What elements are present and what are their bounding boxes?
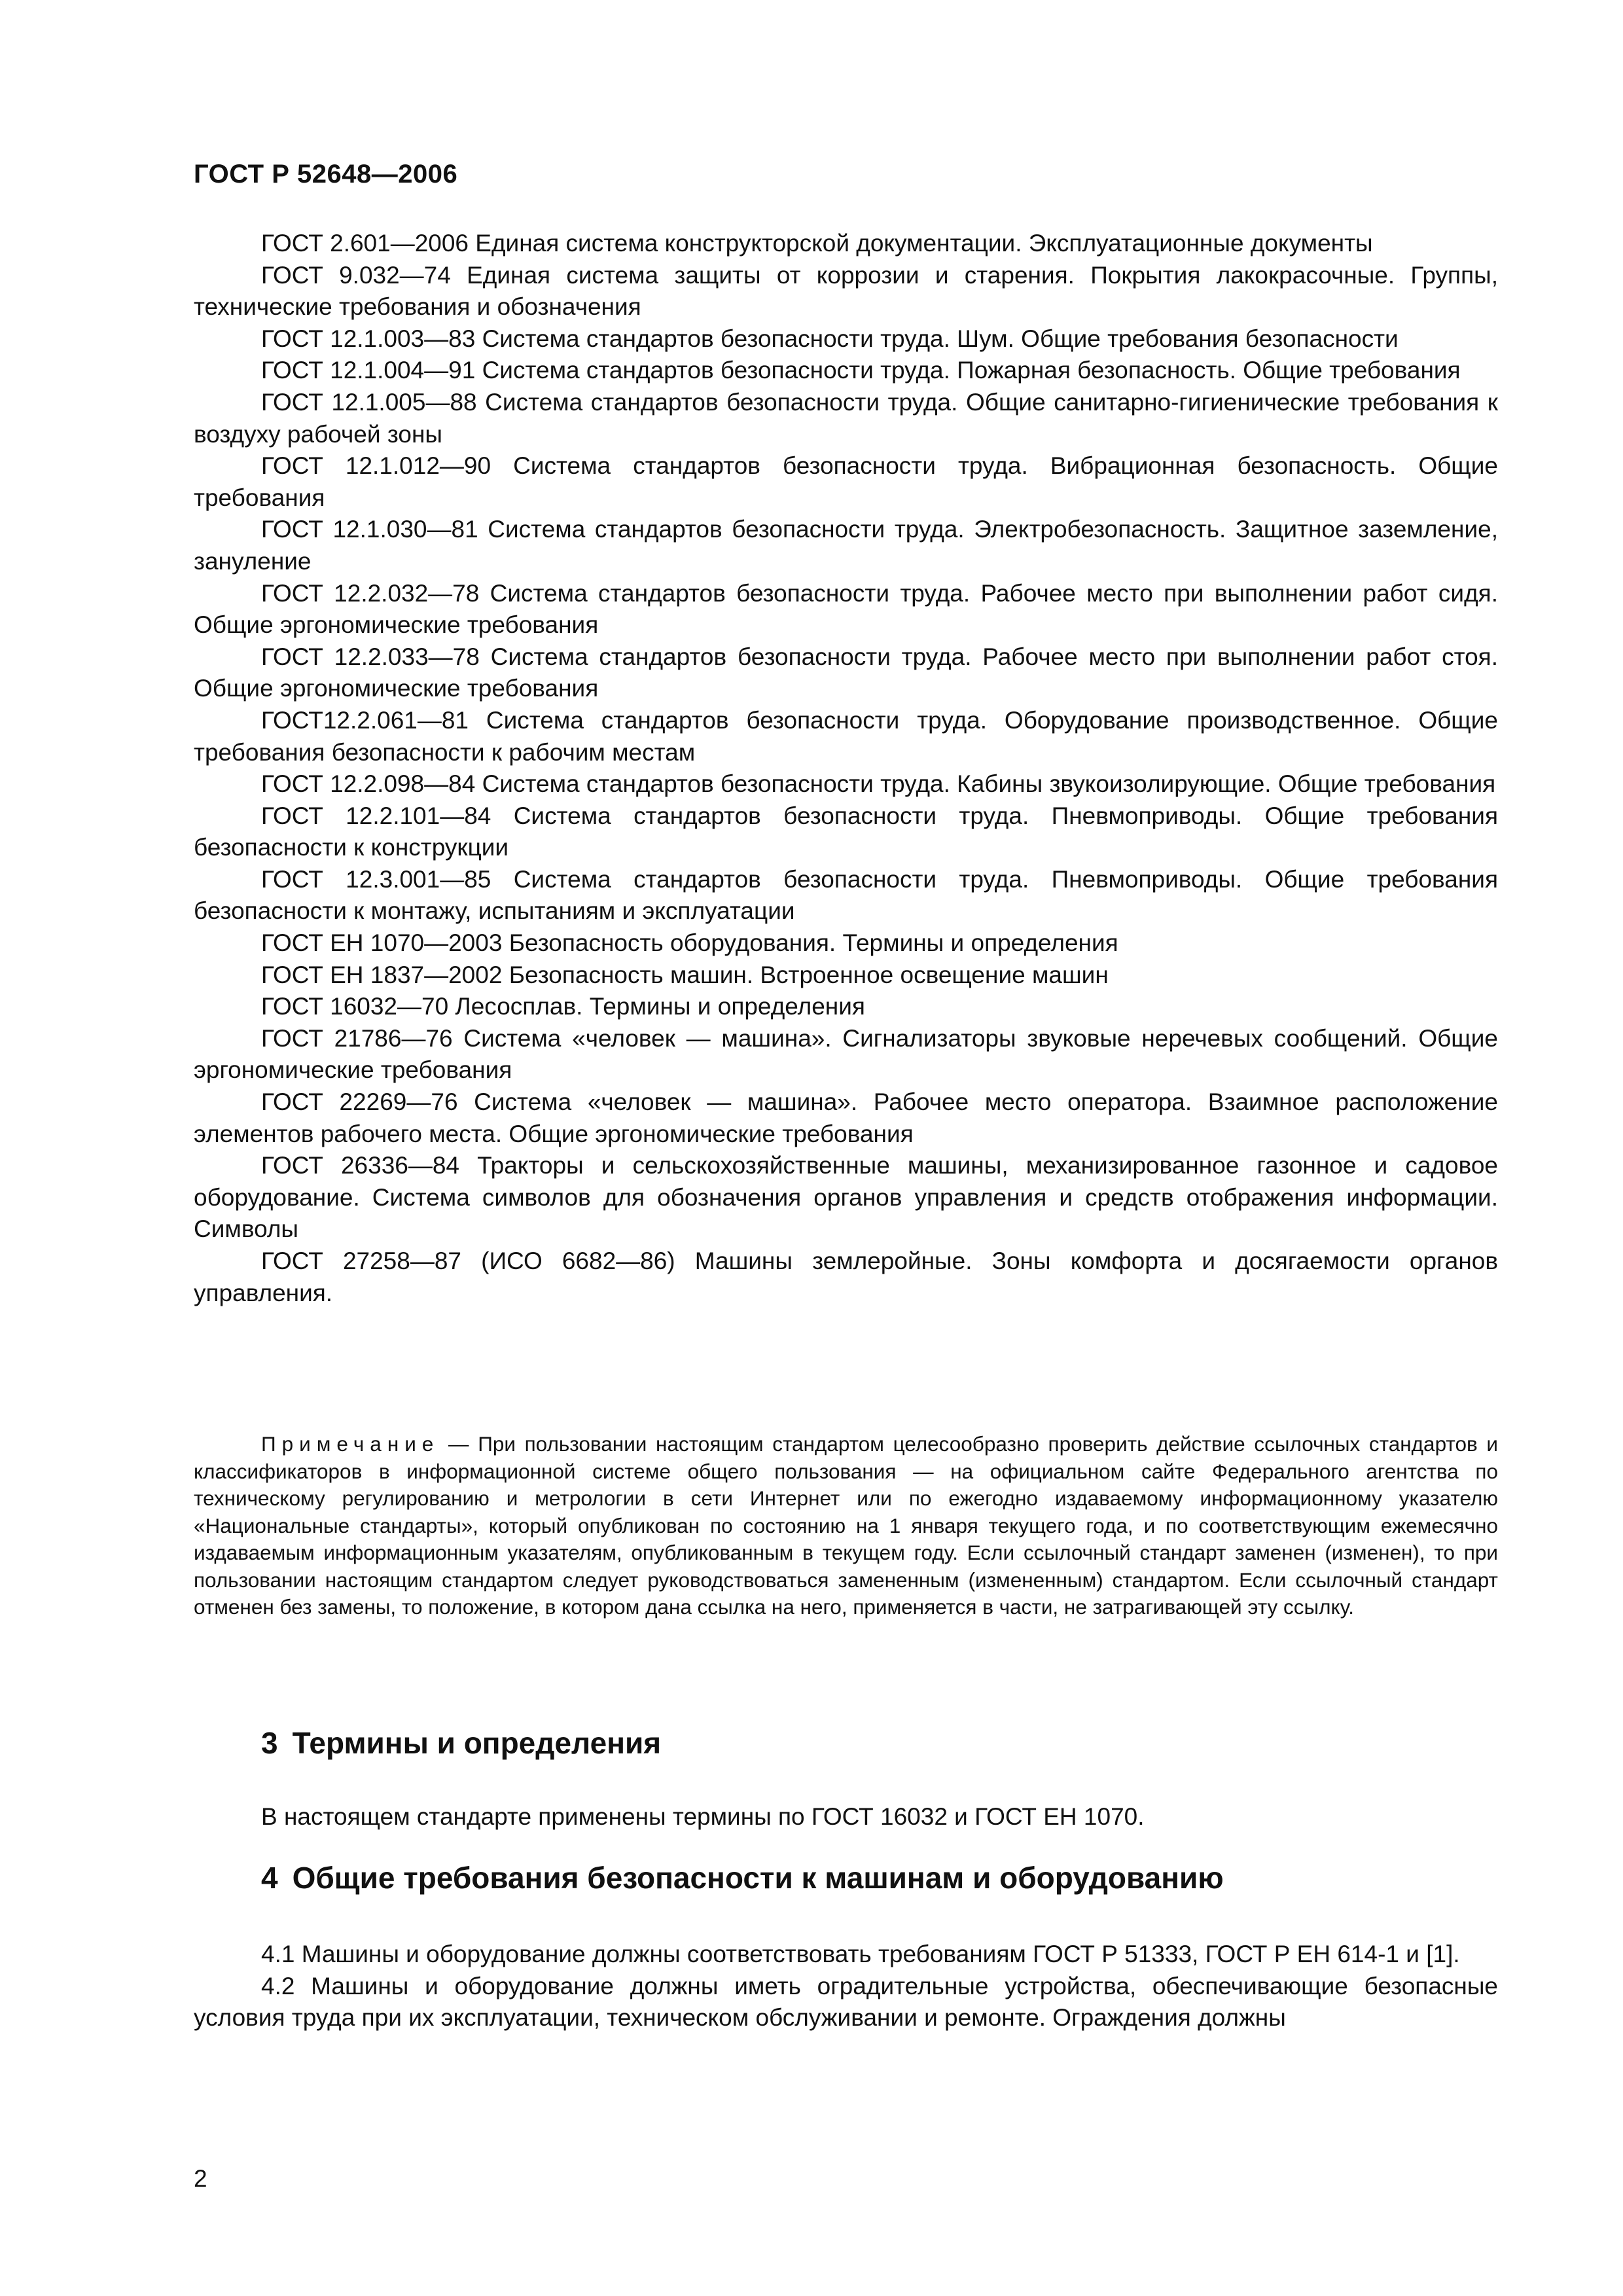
reference-item: ГОСТ 27258—87 (ИСО 6682—86) Машины землеройные. Зоны комфорта и досягаемости органов управления. [194,1247,1498,1306]
page-number: 2 [194,2165,207,2192]
section-3-heading [261,1725,661,1761]
section-4-title: Общие требования безопасности к машинам и оборудованию [292,1861,1224,1895]
reference-item: ГОСТ ЕН 1070—2003 Безопасность оборудования. Термины и определения [261,929,1118,957]
reference-item: ГОСТ 12.1.012—90 Система стандартов безопасности труда. Вибрационная безопасность. Общие требования [194,452,1498,511]
reference-item: ГОСТ ЕН 1837—2002 Безопасность машин. Встроенное освещение машин [261,961,1109,988]
reference-item: ГОСТ 12.1.030—81 Система стандартов безопасности труда. Электробезопасность. Защитное заземление, зануление [194,516,1498,575]
section-3-number: 3 [261,1726,278,1760]
note-label: Примечание [261,1432,440,1456]
note-text: При пользовании настоящим стандартом целесообразно проверить действие ссылочных стандартов и классификаторов в информационной системе общего пользования — на официальном сайте Федерального агентства по техническому регулированию и метрологии в сети Интернет или по ежегодно издаваемому информационному указателю «Национальные стандарты», который опубликован по состоянию на 1 января текущего года, и по соответствующим ежемесячно издаваемым информационным указателям, опубликованным в текущем году. Если ссылочный стандарт заменен (изменен), то при пользовании настоящим стандартом следует руководствоваться замененным (измененным) стандартом. Если ссылочный стандарт отменен без замены, то положение, в котором дана ссылка на него, применяется в части, не затрагивающей эту ссылку. [194,1432,1498,1619]
reference-item: ГОСТ 2.601—2006 Единая система конструкторской документации. Эксплуатационные документы [261,230,1373,257]
reference-item: ГОСТ12.2.061—81 Система стандартов безопасности труда. Оборудование производственное. Общие требования безопасности к рабочим местам [194,706,1498,766]
reference-item: ГОСТ 12.2.098—84 Система стандартов безопасности труда. Кабины звукоизолирующие. Общие требования [261,770,1496,798]
section-4-paragraph: 4.1 Машины и оборудование должны соответствовать требованиям ГОСТ Р 51333, ГОСТ Р ЕН 614-1 и [1]. [261,1941,1460,1967]
section-4-number: 4 [261,1861,278,1895]
reference-item: ГОСТ 12.2.101—84 Система стандартов безопасности труда. Пневмоприводы. Общие требования безопасности к конструкции [194,802,1498,861]
section-4-body [194,1939,1498,2034]
reference-item: ГОСТ 21786—76 Система «человек — машина». Сигнализаторы звуковые неречевых сообщений. Общие эргономические требования [194,1024,1498,1084]
note-dash: — [439,1432,478,1456]
section-4-heading [261,1860,1224,1895]
reference-item: ГОСТ 12.2.033—78 Система стандартов безопасности труда. Рабочее место при выполнении работ стоя. Общие эргономические требования [194,643,1498,702]
reference-item: ГОСТ 12.3.001—85 Система стандартов безопасности труда. Пневмоприводы. Общие требования безопасности к монтажу, испытаниям и эксплуатации [194,865,1498,925]
section-3-title: Термины и определения [292,1726,662,1760]
section-3-text: В настоящем стандарте применены термины по ГОСТ 16032 и ГОСТ ЕН 1070. [261,1803,1145,1830]
normative-references-list [194,228,1498,1309]
reference-item: ГОСТ 12.2.032—78 Система стандартов безопасности труда. Рабочее место при выполнении работ сидя. Общие эргономические требования [194,579,1498,639]
section-4-paragraph: 4.2 Машины и оборудование должны иметь оградительные устройства, обеспечивающие безопасные условия труда при их эксплуатации, техническом обслуживании и ремонте. Ограждения должны [194,1972,1498,2032]
reference-item: ГОСТ 12.1.003—83 Система стандартов безопасности труда. Шум. Общие требования безопасности [261,325,1399,352]
reference-item: ГОСТ 9.032—74 Единая система защиты от коррозии и старения. Покрытия лакокрасочные. Группы, технические требования и обозначения [194,261,1498,321]
references-note [194,1431,1498,1621]
reference-item: ГОСТ 12.1.004—91 Система стандартов безопасности труда. Пожарная безопасность. Общие требования [261,357,1461,384]
reference-item: ГОСТ 26336—84 Тракторы и сельскохозяйственные машины, механизированное газонное и садовое оборудование. Система символов для обозначения органов управления и средств отображения информации. Символы [194,1152,1498,1243]
reference-item: ГОСТ 16032—70 Лесосплав. Термины и определения [261,993,865,1020]
reference-item: ГОСТ 12.1.005—88 Система стандартов безопасности труда. Общие санитарно-гигиенические требования к воздуху рабочей зоны [194,388,1498,448]
document-code-header: ГОСТ Р 52648—2006 [194,160,458,188]
reference-item: ГОСТ 22269—76 Система «человек — машина». Рабочее место оператора. Взаимное расположение элементов рабочего места. Общие эргономические требования [194,1088,1498,1147]
